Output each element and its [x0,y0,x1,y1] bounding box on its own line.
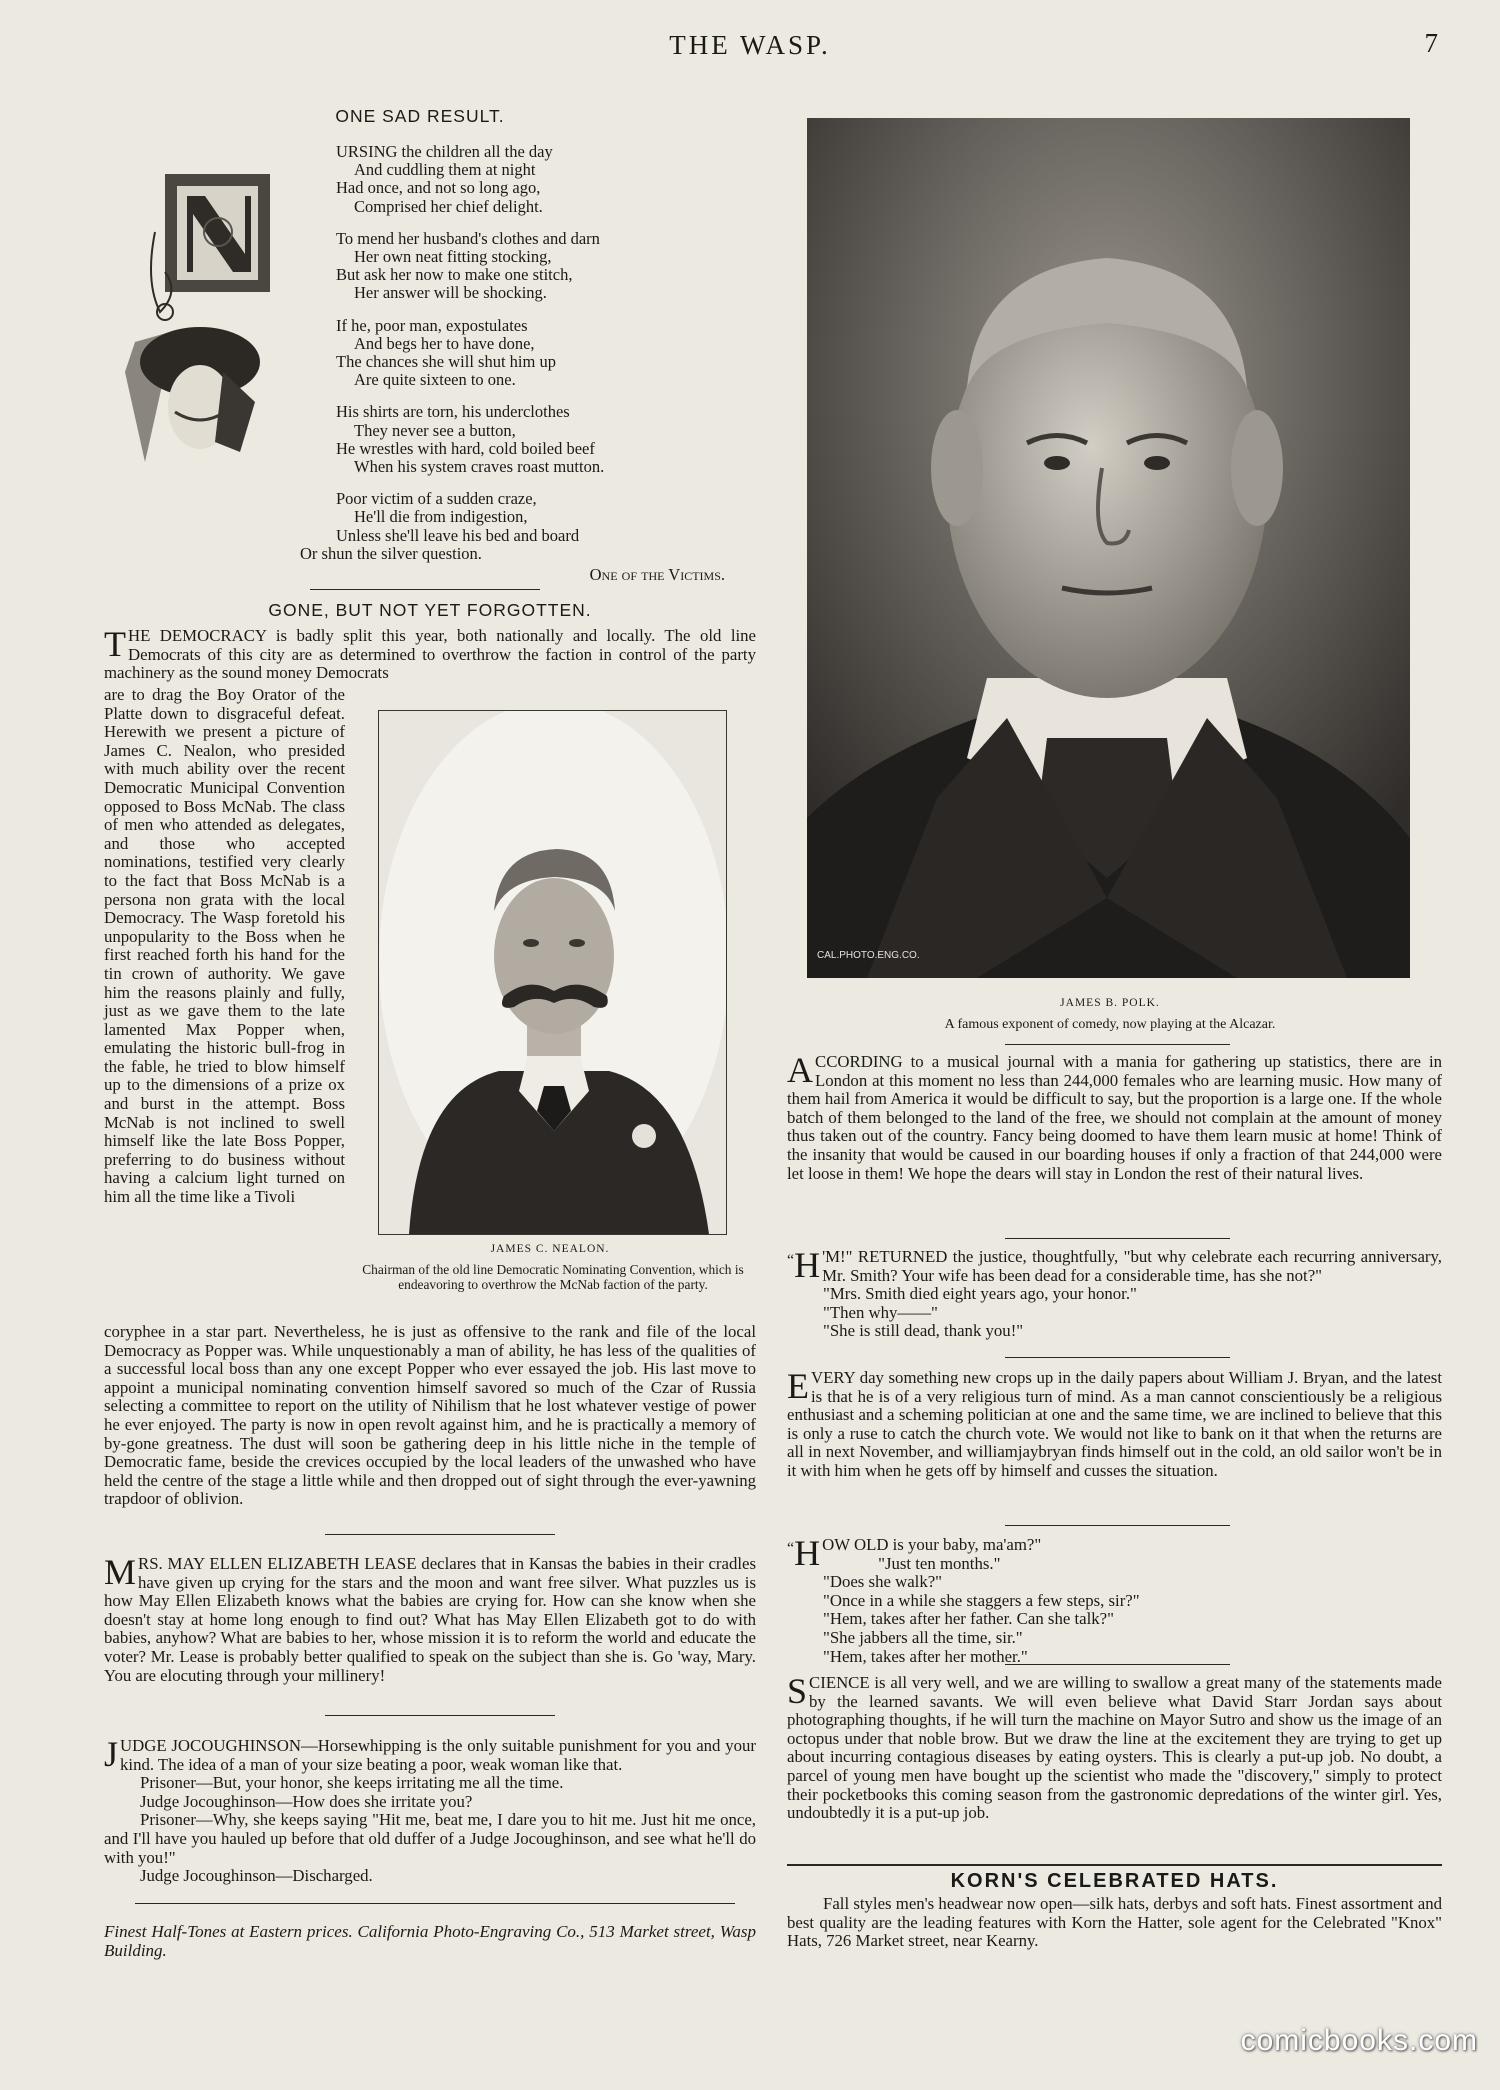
baby-dialogue [787,1555,1442,1667]
baby-article: “ H OW OLD is your baby, ma'am?" "Just ten months." "Does she walk?" "Once in a while she staggers a few steps, sir?" "Hem, takes after her father. Can she talk?" "She jabbers all the time, sir." "Hem, takes after her mother." [787,1536,1442,1666]
poem-line: Or shun the silver question. [300,543,482,563]
poem-line: Are quite sixteen to one. [354,370,516,390]
divider [1005,1357,1230,1358]
dialogue-line: "Once in a while she staggers a few steps, sir?" [823,1590,1140,1610]
dropcap: H [794,1245,821,1285]
judge-dialogue [104,1774,756,1886]
divider [1005,1664,1230,1665]
divider [1005,1525,1230,1526]
dropcap: H [794,1533,821,1573]
polk-caption: A famous exponent of comedy, now playing at the Alcazar. [944,1017,1276,1032]
dialogue-line: Judge Jocoughinson—How does she irritate you? [140,1791,473,1811]
poem-stanza [300,143,750,216]
korn-ad-text: Fall styles men's headwear now open—silk hats, derbys and soft hats. Finest assortment and best quality are the leading features with Korn the Hatter, sole agent for the Celebrated "Knox" Hats, 726 Market street, near Kearny. [787,1894,1442,1951]
poem-line: If he, poor man, expostulates [336,315,528,335]
divider [325,1715,555,1716]
poem-line: He wrestles with hard, cold boiled beef [336,438,595,458]
poem-line: Poor victim of a sudden craze, [336,489,537,509]
polk-name: JAMES B. POLK. [1060,997,1160,1009]
site-watermark: comicbooks.com [1240,2024,1478,2057]
dialogue-line: Prisoner—Why, she keeps saying "Hit me, beat me, I dare you to hit me. Just hit me once, and I'll have you hauled up before that old duffer of a Judge Jocoughinson, and see what he'll do with you!" [104,1810,756,1867]
bryan-article [787,1366,1442,1481]
judge-article [104,1734,756,1886]
poem-line: To mend her husband's clothes and darn [336,228,600,248]
dropcap: M [104,1552,137,1592]
poem-line: Unless she'll leave his bed and board [336,525,580,545]
poem-line: And begs her to have done, [354,333,535,353]
hm-article: “ H 'M!" RETURNED the justice, thoughtfully, "but why celebrate each recurring anniversary, Mr. Smith? Your wife has been dead for a considerable time, has she not?" "Mrs. Smith died eight years ago, your honor." "Then why——" "She is still dead, thank you!" [787,1245,1442,1341]
dialogue-line: "Just ten months." [878,1553,1001,1573]
poem-line: Comprised her chief delight. [354,196,543,216]
hm-dialogue [787,1285,1442,1341]
divider [325,1534,555,1535]
poem-stanza [300,490,750,563]
footer-advertisement: Finest Half-Tones at Eastern prices. California Photo-Engraving Co., 513 Market street, Wasp Building. [104,1922,756,1960]
dialogue-line: "Hem, takes after her mother." [823,1646,1028,1666]
poem-title: ONE SAD RESULT. [335,106,505,126]
poem-body [300,143,750,563]
bryan-text: VERY day something new crops up in the daily papers about William J. Bryan, and the latest is that he is of a very religious turn of mind. As a man cannot conscientiously be a religious enthusiast and a scheming politician at one and the same time, we are inclined to believe that this is only a ruse to catch the church vote. We would not like to bank on it that when the returns are all in next November, and williamjaybryan finds himself out in the cold, an old sailor won't be in it with him when he gets off by himself and cusses the situation. [787,1368,1442,1480]
dialogue-line: "She is still dead, thank you!" [823,1321,1024,1341]
poem-stanza [300,317,750,390]
poem-line: But ask her now to make one stitch, [336,265,573,285]
poem-line: And cuddling them at night [354,160,536,180]
nealon-photo-frame [378,710,727,1235]
article-headline: GONE, BUT NOT YET FORGOTTEN. [268,600,592,620]
dropcap: A [787,1050,813,1090]
polk-photo [807,118,1410,978]
dialogue-line: Prisoner—But, your honor, she keeps irritating me all the time. [140,1773,564,1793]
korn-ad-title: KORN'S CELEBRATED HATS. [950,1870,1279,1892]
nealon-caption: Chairman of the old line Democratic Nominating Convention, which is endeavoring to overthrow the McNab faction of the party. [362,1262,744,1292]
poem-line: His shirts are torn, his underclothes [336,402,570,422]
hm-text: 'M!" RETURNED the justice, thoughtfully, "but why celebrate each recurring anniversary, Mr. Smith? Your wife has been dead for a considerable time, has she not?" [822,1247,1442,1285]
judge-text: UDGE JOCOUGHINSON—Horsewhipping is the only suitable punishment for you and your kind. The idea of a man of your size beating a poor, weak woman like that. [120,1736,756,1774]
dialogue-line: Judge Jocoughinson—Discharged. [140,1866,373,1886]
divider [310,589,540,590]
poem-line: They never see a button, [354,420,516,440]
poem-line: When his system craves roast mutton. [354,457,605,477]
democracy-wrap-text: are to drag the Boy Orator of the Platte down to disgraceful defeat. Herewith we present a picture of James C. Nealon, who presided with much ability over the recent Democratic Municipal Convention opposed to Boss McNab. The class of men who attended as delegates, and those who accepted nominations, testified very clearly to the fact that Boss McNab is a persona non grata with the local Democracy. The Wasp foretold his unpopularity to the Boss when he first reached forth his hand for the tin crown of authority. We gave him the reasons plainly and fully, just as we gave them to the late lamented Max Popper when, emulating the historic bull-frog in the fable, he tried to blow himself up to the dimensions of a prize ox and burst in the attempt. Boss McNab is not inclined to swell himself like the late Boss Popper, preferring to do business without having a calcium light turned on him all the time like a Tivoli [104,685,345,1207]
baby-text: OW OLD is your baby, ma'am?" [822,1535,1042,1554]
divider [1005,1238,1230,1239]
masthead-title: THE WASP. [669,30,831,60]
dialogue-line: "Does she walk?" [823,1572,943,1592]
democracy-lead [104,624,756,683]
dialogue-line: "Then why——" [823,1302,938,1322]
dropcap: J [104,1734,119,1774]
dropcap: S [787,1671,808,1711]
poem-line: Her answer will be shocking. [354,283,547,303]
poem-line: URSING the children all the day [336,142,553,161]
science-article [787,1671,1442,1823]
according-text: CCORDING to a musical journal with a mania for gathering up statistics, there are in London at this moment no less than 244,000 females who are learning music. How many of them hail from America it would be difficult to say, but the proportion is a large one. If the whole batch of them belonged to the land of the free, we should not complain at the amount of money thus taken out of the country. Fancy being doomed to have them learn music at home! Think of the insanity that would be caused in our boarding houses if only a fraction of that 244,000 were let loose in them! We hope the dears will stay in London the rest of their natural lives. [787,1052,1442,1183]
engraver-credit: CAL.PHOTO.ENG.CO. [817,950,920,961]
divider [1005,1044,1230,1045]
dialogue-line: "Mrs. Smith died eight years ago, your honor." [823,1284,1137,1304]
poem-stanza [300,230,750,303]
poem-line: Had once, and not so long ago, [336,178,541,198]
nealon-portrait [379,711,726,1234]
democracy-rest: coryphee in a star part. Nevertheless, he is just as offensive to the rank and file of the local Democracy as Popper was. While unquestionably a man of ability, he has less of the qualities of a successful local boss than any one except Popper who ever essayed the job. His last move to appoint a municipal nominating convention himself savored so much of the Czar of Russia selecting a committee to report on the utility of Nihilism that he lost whatever vestige of power he ever enjoyed. The party is now in open revolt against him, and he is practically a memory of by-gone greatness. The dust will soon be gathering deep in his little niche in the temple of Democratic fame, beside the crevices occupied by the local leaders of the unwashed who have held the centre of the stage a little while and then dropped out of sight through the ever-yawning trapdoor of oblivion. [104,1322,756,1509]
poem-stanza [300,403,750,476]
poem-signature: One of the Victims. [589,565,725,584]
democracy-lead-text: HE DEMOCRACY is badly split this year, both nationally and locally. The old line Democrats of this city are as determined to overthrow the faction in control of the party machinery as the sound money Democrats [104,626,756,683]
dialogue-line: "Hem, takes after her father. Can she talk?" [823,1609,1114,1629]
nealon-name: JAMES C. NEALON. [490,1243,610,1255]
according-article [787,1050,1442,1183]
dialogue-line: "She jabbers all the time, sir." [823,1627,1023,1647]
science-text: CIENCE is all very well, and we are willing to swallow a great many of the statements made by the learned savants. We will even believe what David Starr Jordan says about photographing thoughts, if he will turn the machine on Mayor Sutro and show us the image of an octopus under that noble brow. But we draw the line at the excitement they are trying to get up about incurring contagious diseases by eating oysters. This is clearly a put-up job. No doubt, a parcel of young men have bought up the scientist who made the "discovery," simply to protect their pocketbooks this coming season from the gastronomic depredations of the winter girl. Yes, undoubtedly it is a put-up job. [787,1673,1442,1823]
dropcap: E [787,1366,809,1406]
divider [135,1903,735,1904]
divider [787,1864,1442,1866]
lease-text: RS. MAY ELLEN ELIZABETH LEASE declares that in Kansas the babies in their cradles have given up crying for the stars and the moon and want free silver. What puzzles us is how May Ellen Elizabeth knows what the babies are crying for. How can she know when she doesn't stay at home long enough to find out? What has May Ellen Elizabeth got to do with babies, anyhow? What are babies to her, whose mission it is to reform the world and educate the voter? Mr. Lease is probably better qualified to speak on the subject than she is. Go 'way, Mary. You are elocuting through your millinery! [104,1554,756,1685]
poem-line: He'll die from indigestion, [354,507,528,527]
dropcap: T [104,624,126,664]
lease-article [104,1552,756,1685]
poem-line: Her own neat fitting stocking, [354,247,552,267]
poem-line: The chances she will shut him up [336,352,556,372]
page-number: 7 [1424,28,1438,58]
